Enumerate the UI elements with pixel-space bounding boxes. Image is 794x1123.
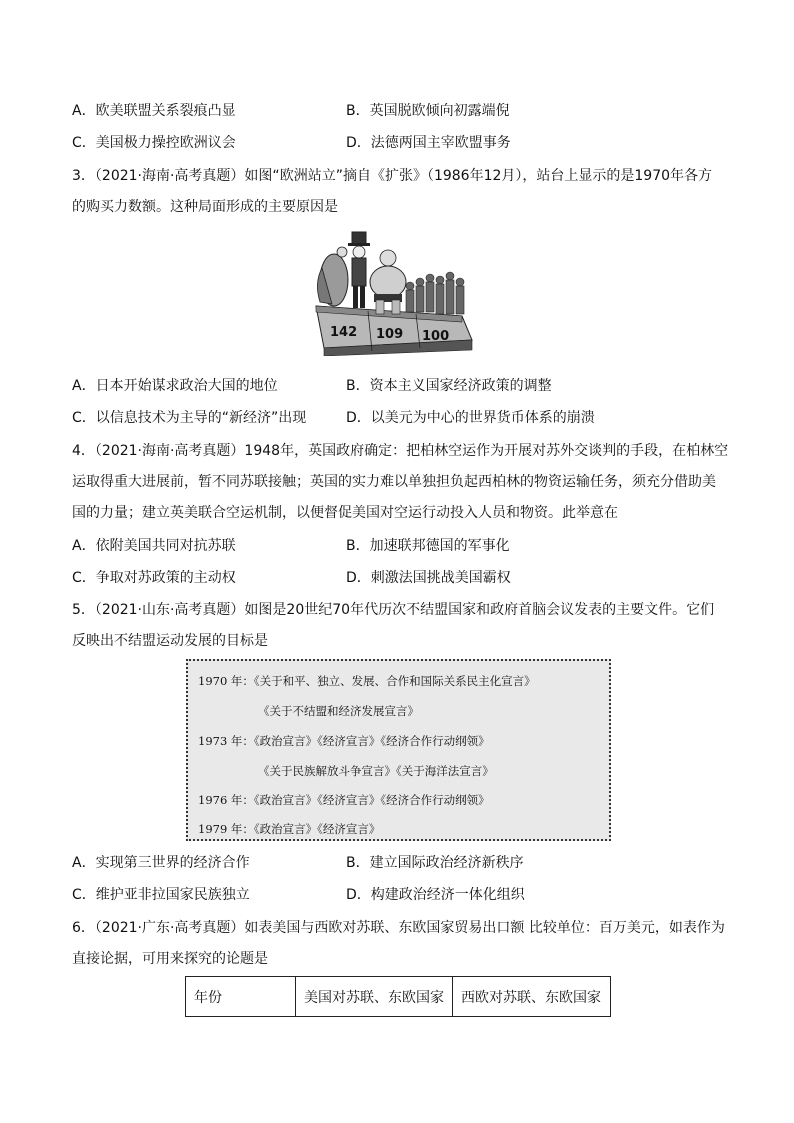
- q2-option-a[interactable]: A．欧美联盟关系裂痕凸显: [72, 103, 236, 119]
- q2-option-d[interactable]: D．法德两国主宰欧盟事务: [346, 135, 511, 151]
- box-line-1973-cont: 《关于民族解放斗争宣言》《关于海洋法宣言》: [258, 764, 494, 778]
- q5-option-b[interactable]: B．建立国际政治经济新秩序: [346, 855, 524, 871]
- q6-stem-line2: 直接论据，可用来探究的论题是: [72, 951, 268, 967]
- q5-stem-line1: 5．（2021·山东·高考真题）如图是20世纪70年代历次不结盟国家和政府首脑会议发表的主要文件。它们: [72, 602, 715, 618]
- q3-option-a[interactable]: A．日本开始谋求政治大国的地位: [72, 378, 278, 394]
- cartoon-number-142: 142: [330, 325, 358, 340]
- header-us-exports: 美国对苏联、东欧国家: [296, 977, 453, 1017]
- box-line-1970-cont: 《关于不结盟和经济发展宣言》: [258, 704, 419, 718]
- cartoon-number-109: 109: [376, 327, 404, 342]
- box-line-1973: 1973 年：《政治宣言》《经济宣言》《经济合作行动纲领》: [198, 734, 490, 748]
- q2-option-c[interactable]: C．美国极力操控欧洲议会: [72, 135, 236, 151]
- box-line-1976: 1976 年：《政治宣言》《经济宣言》《经济合作行动纲领》: [198, 793, 490, 807]
- q3-stem-line2: 的购买力数额。这种局面形成的主要原因是: [72, 199, 338, 215]
- q5-stem-line2: 反映出不结盟运动发展的目标是: [72, 633, 268, 649]
- box-line-1970: 1970 年：《关于和平、独立、发展、合作和国际关系民主化宣言》: [198, 674, 536, 688]
- q3-option-d[interactable]: D．以美元为中心的世界货币体系的崩溃: [346, 410, 595, 426]
- q3-option-c[interactable]: C．以信息技术为主导的“新经济”出现: [72, 410, 307, 426]
- table-header-row: [186, 977, 611, 1017]
- trade-export-table: [185, 976, 611, 1017]
- europe-standing-cartoon: [312, 228, 476, 356]
- q3-option-b[interactable]: B．资本主义国家经济政策的调整: [346, 378, 552, 394]
- nam-documents-box: [186, 659, 611, 841]
- q4-stem-line3: 国的力量；建立英美联合空运机制，以便督促美国对空运行动投入人员和物资。此举意在: [72, 505, 618, 521]
- box-line-1979: 1979 年：《政治宣言》《经济宣言》: [198, 822, 381, 836]
- q5-option-c[interactable]: C．维护亚非拉国家民族独立: [72, 887, 250, 903]
- cartoon-number-100: 100: [422, 329, 450, 344]
- header-west-europe-exports: 西欧对苏联、东欧国家: [453, 977, 611, 1017]
- q4-stem-line2: 运取得重大进展前，暂不同苏联接触；英国的实力难以单独担负起西柏林的物资运输任务，须充分借助美: [72, 474, 716, 490]
- header-year: 年份: [186, 977, 296, 1017]
- q4-option-c[interactable]: C．争取对苏政策的主动权: [72, 570, 236, 586]
- q5-option-d[interactable]: D．构建政治经济一体化组织: [346, 887, 525, 903]
- q5-option-a[interactable]: A．实现第三世界的经济合作: [72, 855, 250, 871]
- q2-option-b[interactable]: B．英国脱欧倾向初露端倪: [346, 103, 510, 119]
- q3-stem-line1: 3．（2021·海南·高考真题）如图“欧洲站立”摘自《扩张》（1986年12月），站台上显示的是1970年各方: [72, 168, 713, 184]
- q6-stem-line1: 6．（2021·广东·高考真题）如表美国与西欧对苏联、东欧国家贸易出口额 比较单位：百万美元，如表作为: [72, 920, 725, 936]
- q4-stem-line1: 4．（2021·海南·高考真题）1948年，英国政府确定：把柏林空运作为开展对苏外交谈判的手段，在柏林空: [72, 443, 729, 459]
- q4-option-a[interactable]: A．依附美国共同对抗苏联: [72, 538, 236, 554]
- q4-option-b[interactable]: B．加速联邦德国的军事化: [346, 538, 510, 554]
- q4-option-d[interactable]: D．刺激法国挑战美国霸权: [346, 570, 511, 586]
